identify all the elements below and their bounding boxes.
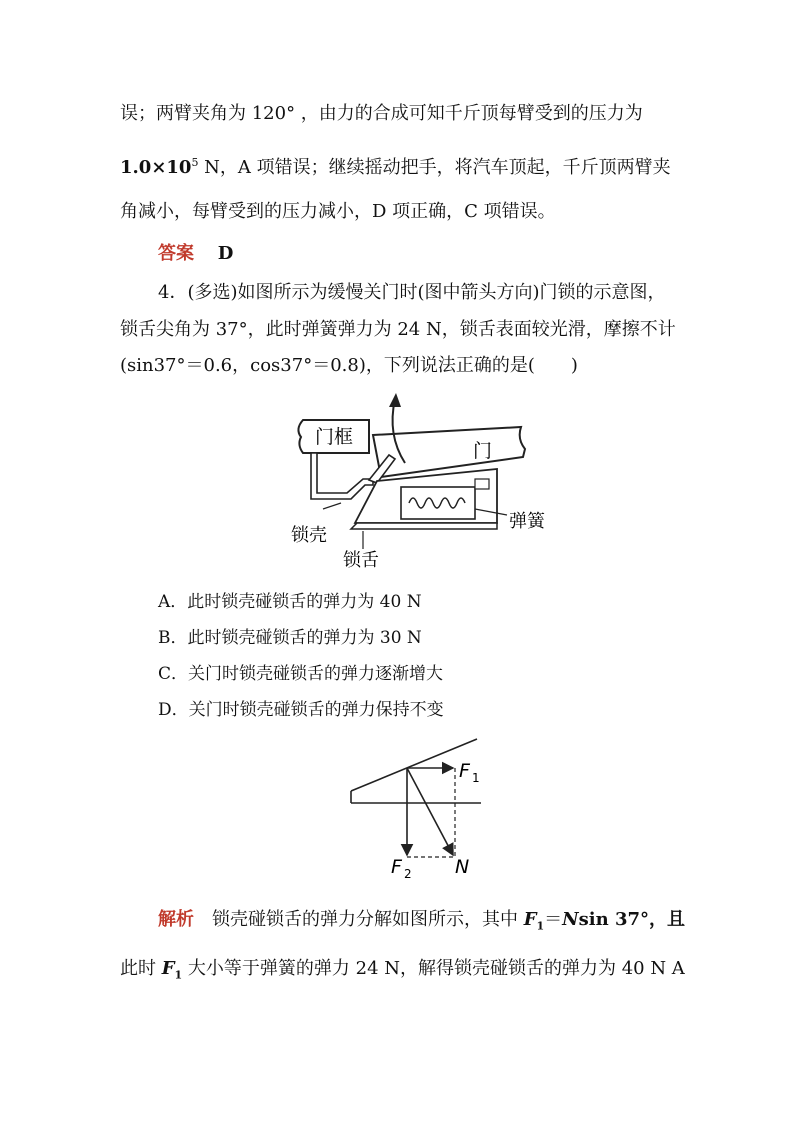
text: N，A 项错误；继续摇动把手，将汽车顶起，千斤顶两臂夹 [198, 157, 671, 178]
text: B．此时锁壳碰锁舌的弹力为 30 N [158, 628, 422, 648]
f2-label: F [391, 856, 402, 878]
f1-subscript: 1 [174, 968, 183, 982]
prev-text-line-2 [120, 151, 671, 180]
lock-shell-label: 锁壳 [291, 525, 327, 546]
text: 误；两臂夹角为 120° ，由力的合成可知千斤顶每臂受到的压力为 [120, 103, 643, 124]
spring-mount [475, 479, 489, 489]
n-label: N [455, 856, 470, 878]
text: A．此时锁壳碰锁舌的弹力为 40 N [158, 592, 422, 612]
text: 锁舌尖角为 37°，此时弹簧弹力为 24 N，锁舌表面较光滑，摩擦不计 [120, 319, 676, 340]
lock-tongue-label: 锁舌 [343, 550, 379, 571]
text: 4．(多选)如图所示为缓慢关门时(图中箭头方向)门锁的示意图， [158, 282, 666, 303]
analysis-label: 解析 [158, 909, 194, 930]
f1-symbol: F [161, 958, 175, 979]
prev-text-line-1 [120, 102, 643, 126]
lock-tongue-shape [351, 523, 497, 529]
door-frame-label: 门框 [315, 426, 354, 448]
option-b [158, 626, 422, 650]
door-label: 门 [473, 440, 493, 462]
text: 角减小，每臂受到的压力减小，D 项正确，C 项错误。 [120, 201, 556, 222]
text: 此时 [120, 958, 162, 979]
n-symbol: N [562, 909, 579, 930]
text: D．关门时锁壳碰锁舌的弹力保持不变 [158, 700, 444, 720]
n-arrow [407, 768, 453, 855]
f1-subscript: 1 [536, 919, 545, 933]
text: 1.0×10 [120, 157, 192, 178]
option-d [158, 698, 444, 722]
spring-box [401, 487, 475, 519]
lock-shell-shape [311, 453, 373, 499]
spring-label: 弹簧 [509, 511, 545, 532]
shell-leader [323, 503, 341, 509]
text: (sin37°＝0.6，cos37°＝0.8)，下列说法正确的是( ) [120, 355, 578, 376]
option-a [158, 590, 422, 614]
analysis-line-1 [158, 908, 685, 939]
f1-subscript: 1 [472, 771, 480, 785]
answer-value: D [217, 243, 234, 264]
text: C．关门时锁壳碰锁舌的弹力逐渐增大 [158, 664, 444, 684]
text: 锁壳碰锁舌的弹力分解如图所示，其中 [194, 909, 524, 930]
option-c [158, 662, 443, 686]
f2-subscript: 2 [404, 867, 412, 881]
question-line-2 [120, 318, 676, 342]
question-line-3 [120, 354, 578, 378]
door-lock-diagram [285, 385, 565, 575]
question-line-1 [158, 281, 666, 305]
force-decomposition-diagram [345, 735, 485, 885]
text: ＝ [544, 909, 563, 930]
f1-label: F [459, 760, 470, 782]
exponent: 5 [191, 156, 199, 169]
arrow-head [389, 393, 401, 407]
analysis-line-2 [120, 957, 685, 988]
text: sin 37°，且 [578, 909, 685, 930]
answer-label: 答案 [158, 243, 194, 264]
door-shape [373, 427, 525, 477]
text: 大小等于弹簧的弹力 24 N，解得锁壳碰锁舌的弹力为 40 N A [182, 958, 685, 979]
answer-row [158, 242, 233, 266]
prev-text-line-3 [120, 200, 556, 224]
f1-symbol: F [523, 909, 537, 930]
